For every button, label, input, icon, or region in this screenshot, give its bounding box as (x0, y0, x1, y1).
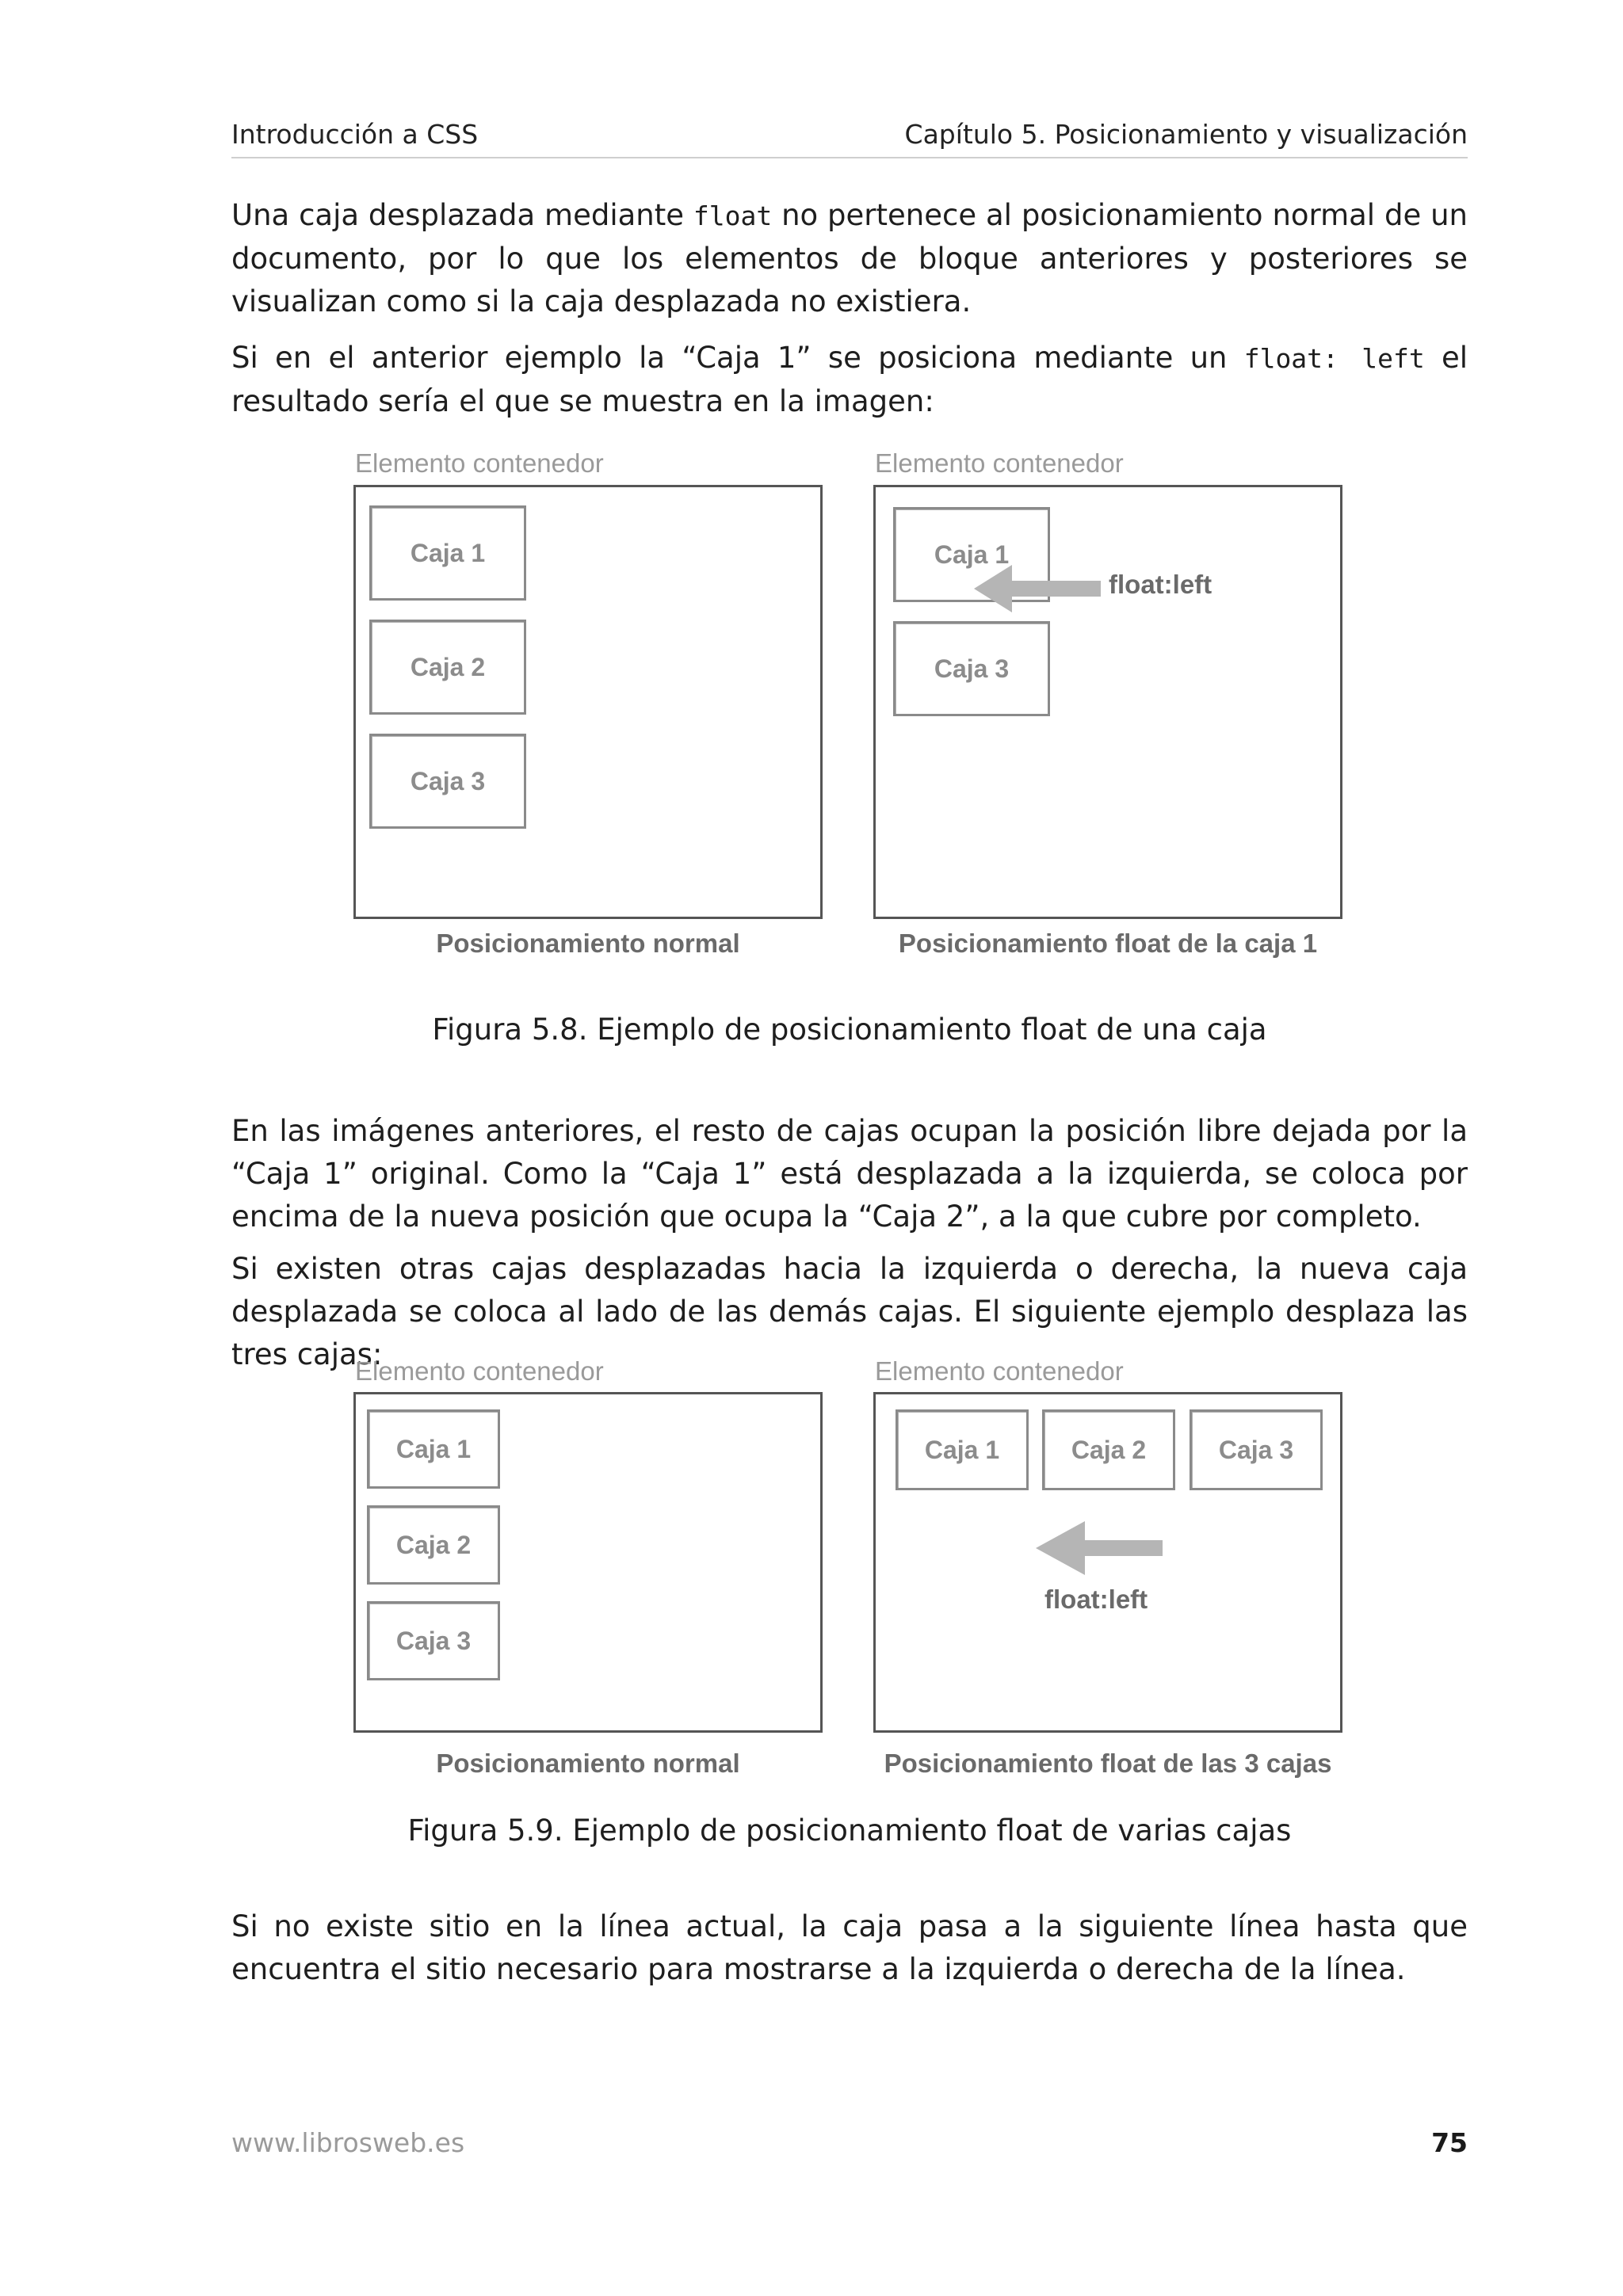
paragraph-5: Si no existe sitio en la línea actual, la caja pasa a la siguiente línea hasta que encuentra el sitio necesario para mostrarse a la izquierda o derecha de la línea. (231, 1909, 1468, 1986)
container-float (873, 485, 1342, 919)
paragraph-4: Si existen otras cajas desplazadas hacia la izquierda o derecha, la nueva caja desplazada se coloca al lado de las demás cajas. El siguiente ejemplo desplaza las tres cajas: (231, 1252, 1468, 1371)
running-header (231, 119, 1468, 158)
box-caja-1: Caja 1 (896, 1409, 1029, 1490)
paragraph-3: En las imágenes anteriores, el resto de cajas ocupan la posición libre dejada por la “Caja 1” original. Como la “Caja 1” está desplazada a la izquierda, se coloca por encima de la nueva posición que ocupa la “Caja 2”, a la que cubre por completo. (231, 1114, 1468, 1234)
chapter-title: Capítulo 5. Posicionamiento y visualización (904, 119, 1468, 150)
figure-caption: Figura 5.8. Ejemplo de posicionamiento float de una caja (432, 1013, 1267, 1047)
box-caja-3: Caja 3 (369, 734, 526, 829)
box-caja-2: Caja 2 (1042, 1409, 1175, 1490)
paragraph-2: Si en el anterior ejemplo la “Caja 1” se posiciona mediante un float: left el resultado sería el que se muestra en la imagen: (231, 341, 1468, 418)
book-title: Introducción a CSS (231, 119, 479, 150)
box-caja-3: Caja 3 (367, 1601, 500, 1680)
container-label: Elemento contenedor (875, 1356, 1124, 1386)
box-caja-1: Caja 1 (367, 1409, 500, 1489)
arrow-left-icon (974, 565, 1101, 612)
box-caja-2: Caja 2 (367, 1505, 500, 1585)
inline-code-float-left: float: left (1243, 343, 1425, 374)
box-caja-1: Caja 1 (369, 505, 526, 601)
box-caja-1: Caja 1 (893, 507, 1050, 602)
diagram-caption: Posicionamiento float de la caja 1 (898, 929, 1318, 958)
box-caja-3: Caja 3 (893, 621, 1050, 716)
footer-website: www.librosweb.es (231, 2127, 465, 2158)
diagram-caption: Posicionamiento normal (436, 929, 740, 958)
arrow-left-icon (1036, 1521, 1163, 1575)
paragraph-1: Una caja desplazada mediante float no pertenece al posicionamiento normal de un documento, por lo que los elementos de bloque anteriores y posteriores se visualizan como si la caja desplazada no existiera. (231, 198, 1468, 318)
diagram-caption: Posicionamiento float de las 3 cajas (884, 1749, 1332, 1778)
container-normal (353, 485, 823, 919)
float-left-label: float:left (1109, 570, 1212, 599)
page-number: 75 (1431, 2127, 1468, 2158)
container-float (873, 1392, 1342, 1733)
diagram-caption: Posicionamiento normal (436, 1749, 740, 1778)
container-label: Elemento contenedor (355, 1356, 604, 1386)
figure-caption: Figura 5.9. Ejemplo de posicionamiento float de varias cajas (407, 1814, 1292, 1848)
float-left-label: float:left (1044, 1585, 1148, 1614)
box-caja-2: Caja 2 (369, 620, 526, 715)
container-label: Elemento contenedor (355, 448, 604, 478)
inline-code-float: float (693, 200, 773, 231)
container-label: Elemento contenedor (875, 448, 1124, 478)
box-caja-3: Caja 3 (1190, 1409, 1323, 1490)
container-normal (353, 1392, 823, 1733)
